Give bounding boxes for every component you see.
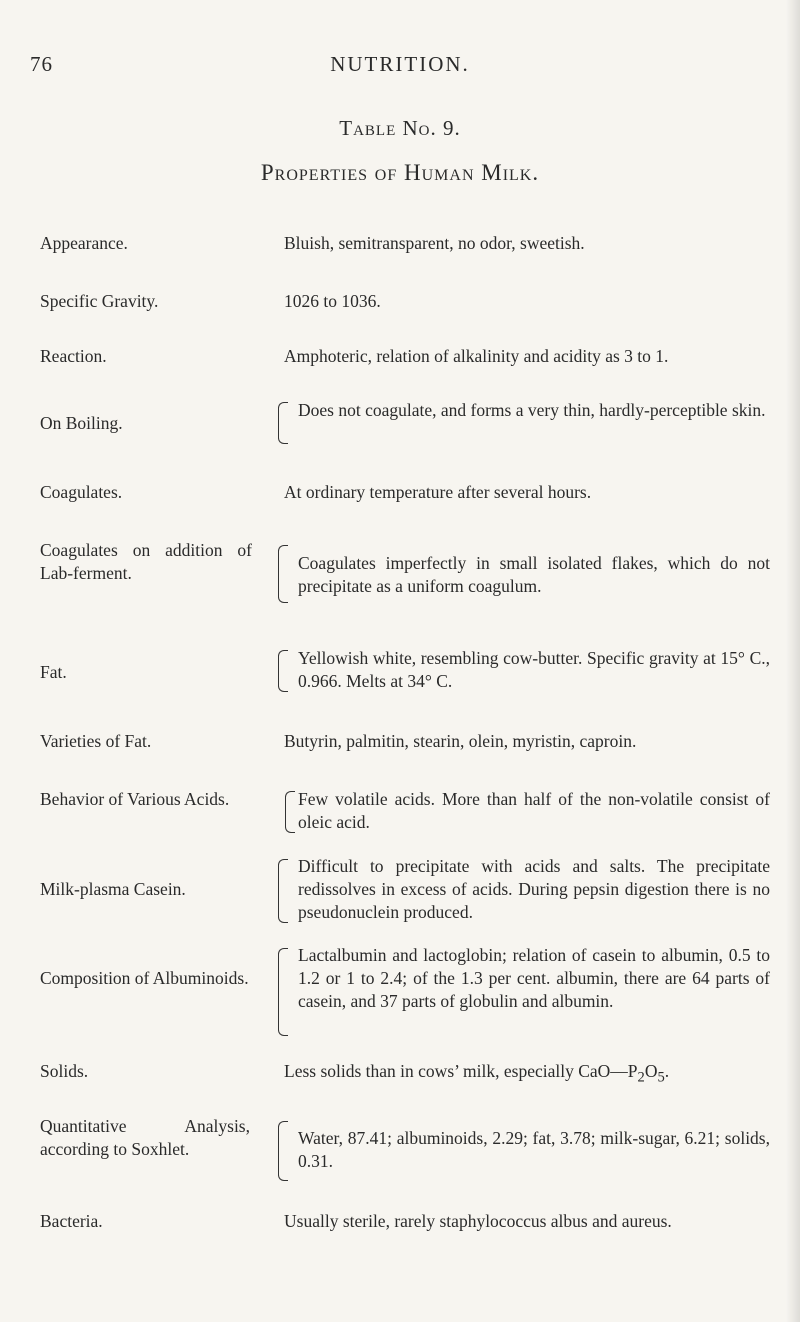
row-value: Lactalbumin and lactoglobin; relation of casein to albumin, 0.5 to 1.2 or 1 to 2.4; of the 1.3 per cent. albumin, there are 64 parts of casein, and 37 parts of globulin and albumin. (298, 945, 770, 1011)
brace (278, 650, 288, 692)
page-edge-shadow (786, 0, 800, 1322)
row-label: Milk-plasma Casein. (40, 879, 186, 899)
row-label: Bacteria. (40, 1211, 103, 1231)
row-label: Coagulates on addition of Lab-ferment. (40, 540, 252, 583)
row-label: Varieties of Fat. (40, 731, 152, 751)
row-value: 1026 to 1036. (284, 291, 381, 311)
row-composition-albuminoids (40, 944, 770, 1040)
row-label: Specific Gravity. (40, 291, 159, 311)
row-label: On Boiling. (40, 413, 123, 433)
row-milk-plasma-casein (40, 855, 770, 927)
brace (278, 402, 288, 444)
brace (278, 1121, 288, 1181)
row-fat (40, 647, 770, 697)
brace (278, 545, 288, 603)
row-value: Less solids than in cows’ milk, especially $CaO—P_2O_5$. (284, 1061, 670, 1086)
brace (285, 791, 295, 833)
row-label: Fat. (40, 662, 67, 682)
table-number: Table No. 9. (339, 116, 461, 140)
brace (278, 859, 288, 923)
row-quantitative-analysis (40, 1115, 770, 1187)
row-label: Composition of Albuminoids. (40, 968, 249, 988)
row-on-boiling (40, 399, 770, 449)
row-value: Usually sterile, rarely staphylococcus albus and aureus. (284, 1211, 672, 1231)
row-value: Does not coagulate, and forms a very thin, hardly-perceptible skin. (298, 400, 766, 420)
row-lab-ferment (40, 539, 770, 609)
row-label: Behavior of Various Acids. (40, 789, 230, 809)
row-value: Butyrin, palmitin, stearin, olein, myristin, caproin. (284, 731, 637, 751)
row-value: Amphoteric, relation of alkalinity and acidity as 3 to 1. (284, 346, 669, 366)
running-head: NUTRITION. (330, 52, 470, 76)
table-title: Properties of Human Milk. (260, 160, 540, 185)
row-label: Solids. (40, 1061, 89, 1081)
row-value: Yellowish white, resembling cow-butter. Specific gravity at 15° C., 0.966. Melts at 34° C. (298, 648, 770, 691)
row-value: At ordinary temperature after several hours. (284, 482, 592, 502)
row-value: Few volatile acids. More than half of the non-volatile consist of oleic acid. (298, 789, 770, 832)
page-number: 76 (30, 52, 53, 76)
row-behavior-acids (40, 788, 770, 838)
row-label: Coagulates. (40, 482, 123, 502)
row-label: Quantitative Analysis, according to Soxhlet. (40, 1116, 250, 1159)
brace (278, 948, 288, 1036)
row-value: Difficult to precipitate with acids and salts. The precipitate redissolves in excess of acids. During pepsin digestion there is no pseudonuclein produced. (298, 856, 770, 922)
row-value: Bluish, semitransparent, no odor, sweetish. (284, 233, 585, 253)
row-label: Appearance. (40, 233, 128, 253)
row-value: Coagulates imperfectly in small isolated flakes, which do not precipitate as a uniform coagulum. (298, 553, 770, 596)
row-label: Reaction. (40, 346, 107, 366)
row-value: Water, 87.41; albuminoids, 2.29; fat, 3.78; milk-sugar, 6.21; solids, 0.31. (298, 1128, 770, 1171)
